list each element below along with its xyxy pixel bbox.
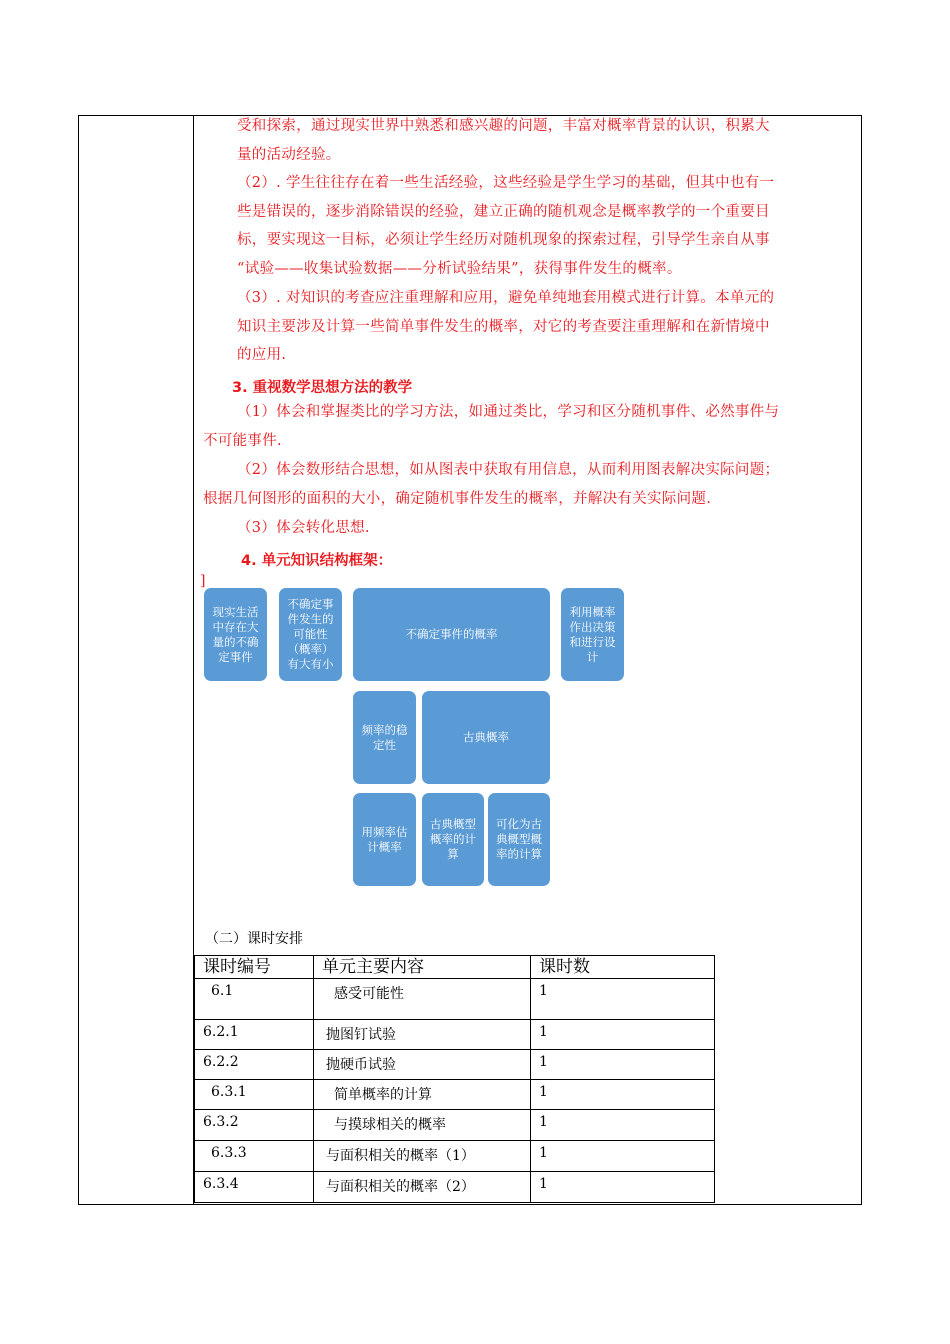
content-cell: 简单概率的计算 <box>314 1080 531 1110</box>
count-cell: 1 <box>531 979 715 1020</box>
content-cell: 与面积相关的概率（2） <box>314 1172 531 1203</box>
diagram-box-classical-probability: 古典概率 <box>422 691 550 784</box>
diagram-box-uncertain-events: 现实生活中存在大量的不确定事件 <box>204 588 267 681</box>
schedule-title: （二）课时安排 <box>205 931 303 947</box>
count-cell: 1 <box>531 1110 715 1141</box>
diagram-box-frequency-estimate: 用频率估计概率 <box>353 793 416 886</box>
header-cell: 课时编号 <box>195 956 314 979</box>
paragraph-line: 知识主要涉及计算一些简单事件发生的概率，对它的考查要注重理解和在新情境中 <box>237 318 770 335</box>
paragraph-line: 受和探索，通过现实世界中熟悉和感兴趣的问题，丰富对概率背景的认识，积累大 <box>237 118 770 134</box>
paragraph-line: 量的活动经验。 <box>237 146 341 163</box>
code-cell: 6.1 <box>195 979 314 1020</box>
paragraph-line: 根据几何图形的面积的大小，确定随机事件发生的概率，并解决有关实际问题. <box>203 490 712 507</box>
paragraph-6: （3）体会转化思想. <box>237 520 370 536</box>
diagram-box-frequency-stability: 频率的稳定性 <box>353 691 416 784</box>
table-row <box>195 1020 715 1050</box>
diagram-box-probability-size: 不确定事件发生的可能性（概率）有大有小 <box>279 588 342 681</box>
code-cell: 6.2.1 <box>195 1020 314 1050</box>
paragraph-5 <box>203 456 779 513</box>
table-row <box>195 979 715 1020</box>
heading-4: 4. 单元知识结构框架： <box>241 553 393 569</box>
content-cell: 与摸球相关的概率 <box>314 1110 531 1141</box>
content-cell: 感受可能性 <box>314 979 531 1020</box>
diagram-box-decisions-design: 利用概率作出决策和进行设计 <box>561 588 624 681</box>
table-row <box>195 1141 715 1172</box>
table-row <box>195 1110 715 1141</box>
paragraph-line: 不可能事件. <box>203 432 282 449</box>
paragraph-line: “试验——收集试验数据——分析试验结果”，获得事件发生的概率。 <box>237 260 682 277</box>
count-cell: 1 <box>531 1020 715 1050</box>
count-cell: 1 <box>531 1172 715 1203</box>
diagram-box-uncertain-probability: 不确定事件的概率 <box>353 588 550 681</box>
paragraph-line: 些是错误的，逐步消除错误的经验，建立正确的随机观念是概率教学的一个重要目 <box>237 203 770 220</box>
count-cell: 1 <box>531 1050 715 1080</box>
code-cell: 6.3.3 <box>195 1141 314 1172</box>
content-cell: 抛图钉试验 <box>314 1020 531 1050</box>
code-cell: 6.3.4 <box>195 1172 314 1203</box>
diagram-box-convertible-calculation: 可化为古典概型概率的计算 <box>488 793 550 886</box>
count-cell: 1 <box>531 1141 715 1172</box>
schedule-table <box>194 955 715 1203</box>
paragraph-line: （2）. 学生往往存在着一些生活经验，这些经验是学生学习的基础，但其中也有一 <box>237 175 775 191</box>
table-row <box>195 1080 715 1110</box>
count-cell: 1 <box>531 1080 715 1110</box>
table-row <box>195 1172 715 1203</box>
paragraph-line: （3）. 对知识的考查应注重理解和应用，避免单纯地套用模式进行计算。本单元的 <box>237 290 775 306</box>
code-cell: 6.3.1 <box>195 1080 314 1110</box>
paragraph-line: （2）体会数形结合思想，如从图表中获取有用信息，从而利用图表解决实际问题； <box>237 462 780 478</box>
code-cell: 6.2.2 <box>195 1050 314 1080</box>
header-cell: 课时数 <box>531 956 715 979</box>
bracket-mark: ] <box>200 573 206 589</box>
content-cell: 抛硬币试验 <box>314 1050 531 1080</box>
paragraph-1 <box>237 112 770 169</box>
table-header-row <box>195 956 715 979</box>
table-row <box>195 1050 715 1080</box>
paragraph-line: 标，要实现这一目标，必须让学生经历对随机现象的探索过程，引导学生亲自从事 <box>237 232 770 248</box>
paragraph-4 <box>203 398 779 455</box>
code-cell: 6.3.2 <box>195 1110 314 1141</box>
paragraph-line: （1）体会和掌握类比的学习方法，如通过类比，学习和区分随机事件、必然事件与 <box>237 404 780 420</box>
content-cell: 与面积相关的概率（1） <box>314 1141 531 1172</box>
heading-3: 3. 重视数学思想方法的教学 <box>232 380 413 396</box>
paragraph-3 <box>237 284 774 370</box>
paragraph-2 <box>237 169 774 283</box>
paragraph-line: 的应用. <box>237 347 287 363</box>
diagram-box-classical-calculation: 古典概型概率的计算 <box>422 793 484 886</box>
header-cell: 单元主要内容 <box>314 956 531 979</box>
